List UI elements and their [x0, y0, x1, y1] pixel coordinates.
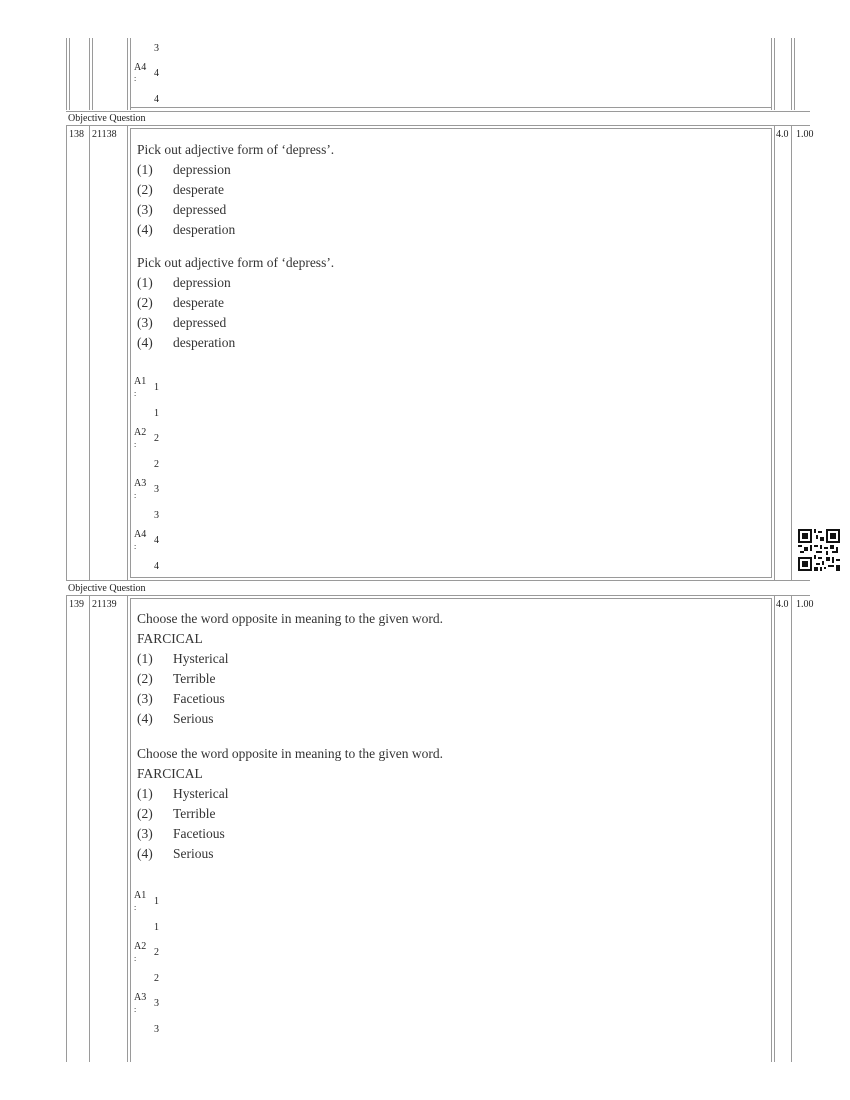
- answer-value: 4: [154, 561, 159, 572]
- answer-label: A4: [134, 62, 147, 73]
- option-item: (1) depression: [137, 162, 231, 177]
- question-keyword: FARCICAL: [137, 766, 203, 781]
- question-text: Pick out adjective form of ‘depress’.: [137, 255, 335, 270]
- question-serial: 139: [69, 599, 84, 610]
- question-marks: 4.0: [776, 599, 789, 610]
- question-text: Choose the word opposite in meaning to the given word.: [137, 611, 443, 626]
- answer-colon: :: [134, 542, 137, 551]
- answer-value: 3: [154, 510, 159, 521]
- question-text: Pick out adjective form of ‘depress’.: [137, 142, 335, 157]
- answer-value: 2: [154, 459, 159, 470]
- option-item: (2) desperate: [137, 182, 224, 197]
- option-item: (2) desperate: [137, 295, 224, 310]
- question-keyword: FARCICAL: [137, 631, 203, 646]
- answer-colon: :: [134, 440, 137, 449]
- question-serial: 138: [69, 129, 84, 140]
- answer-colon: :: [134, 491, 137, 500]
- answer-text: 4: [154, 68, 159, 79]
- answer-label: A4: [134, 529, 147, 540]
- options-list: [137, 784, 228, 864]
- answer-label: A2: [134, 941, 147, 952]
- question-marks: 4.0: [776, 129, 789, 140]
- answer-colon: :: [134, 1005, 137, 1014]
- answer-label: A1: [134, 890, 147, 901]
- options-list: [137, 273, 235, 353]
- question-negative-marks: 1.00: [796, 599, 814, 610]
- option-item: (4) desperation: [137, 222, 236, 237]
- answer-text: 1: [154, 382, 159, 393]
- question-id: 21139: [92, 599, 117, 610]
- option-item: (3) Facetious: [137, 826, 225, 841]
- answer-colon: :: [134, 389, 137, 398]
- question-text: Choose the word opposite in meaning to the given word.: [137, 746, 443, 761]
- answer-value: 1: [154, 922, 159, 933]
- answer-text: 2: [154, 947, 159, 958]
- option-item: (4) desperation: [137, 335, 236, 350]
- option-item: (4) Serious: [137, 846, 214, 861]
- answer-label: A3: [134, 992, 147, 1003]
- answer-value: 2: [154, 973, 159, 984]
- options-list: [137, 160, 235, 240]
- answer-colon: :: [134, 954, 137, 963]
- option-item: (3) depressed: [137, 202, 227, 217]
- answer-text: 3: [154, 998, 159, 1009]
- option-item: (1) Hysterical: [137, 786, 229, 801]
- answer-colon: :: [134, 74, 137, 83]
- answer-text: 1: [154, 896, 159, 907]
- answer-label: A1: [134, 376, 147, 387]
- answer-text: 2: [154, 433, 159, 444]
- question-type-header: Objective Question: [68, 113, 146, 124]
- options-list: [137, 649, 228, 729]
- option-item: (3) depressed: [137, 315, 227, 330]
- qr-code-icon: [798, 529, 840, 571]
- option-item: (1) Hysterical: [137, 651, 229, 666]
- option-item: (1) depression: [137, 275, 231, 290]
- answer-colon: :: [134, 903, 137, 912]
- answer-label: A2: [134, 427, 147, 438]
- option-item: (3) Facetious: [137, 691, 225, 706]
- answer-text: 3: [154, 484, 159, 495]
- option-item: (2) Terrible: [137, 806, 216, 821]
- answer-value: 4: [154, 94, 159, 105]
- question-id: 21138: [92, 129, 117, 140]
- answer-text: 4: [154, 535, 159, 546]
- question-negative-marks: 1.00: [796, 129, 814, 140]
- answer-value: 3: [154, 43, 159, 54]
- question-type-header: Objective Question: [68, 583, 146, 594]
- option-item: (2) Terrible: [137, 671, 216, 686]
- answer-label: A3: [134, 478, 147, 489]
- answer-value: 1: [154, 408, 159, 419]
- option-item: (4) Serious: [137, 711, 214, 726]
- answer-value: 3: [154, 1024, 159, 1035]
